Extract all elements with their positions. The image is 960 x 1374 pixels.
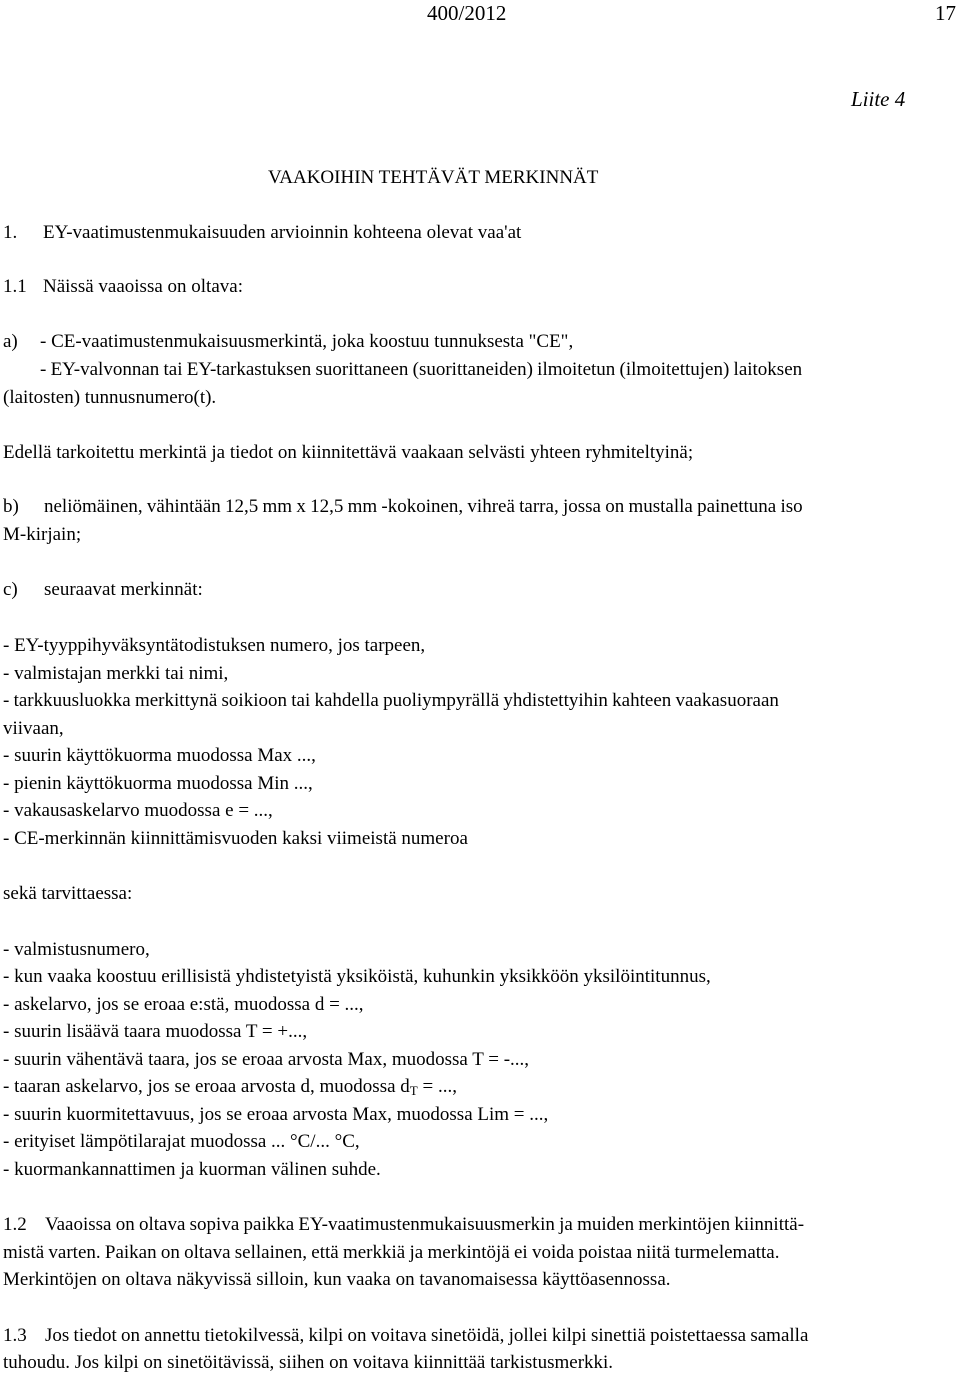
subsection-1-1 xyxy=(3,277,243,296)
list-item: - tarkkuusluokka merkittynä soikioon tai kahdella puoliympyrällä yhdistettyihin kahteen vaakasuoraan xyxy=(3,690,779,711)
subsection-1-2-line2: mistä varten. Paikan on oltava sellainen, että merkkiä ja merkintöjä ei voida poistaa niitä turmelematta. xyxy=(3,1242,780,1263)
subsection-1-2-line1: Vaaoissa on oltava sopiva paikka EY-vaatimustenmukaisuusmerkin ja muiden merkintöjen kiinnittä- xyxy=(45,1214,805,1235)
list-item: - erityiset lämpötilarajat muodossa ... °C/... °C, xyxy=(3,1131,360,1152)
list-item-text: - taaran askelarvo, jos se eroaa arvosta d, muodossa d xyxy=(3,1076,410,1097)
item-a-label: a) xyxy=(3,331,18,352)
list-item-text: = ..., xyxy=(417,1076,457,1097)
issue-number: 400/2012 xyxy=(427,1,507,25)
appendix-label: Liite 4 xyxy=(851,87,906,111)
subsection-text: Näissä vaaoissa on oltava: xyxy=(43,276,243,297)
list-item: - suurin käyttökuorma muodossa Max ..., xyxy=(3,745,316,766)
section-number: 1. xyxy=(3,222,18,243)
list-item: - suurin kuormitettavuus, jos se eroaa arvosta Max, muodossa Lim = ..., xyxy=(3,1104,549,1125)
seka-label: sekä tarvittaessa: xyxy=(3,883,133,904)
section-title: EY-vaatimustenmukaisuuden arvioinnin kohteena olevat vaa'at xyxy=(43,222,522,243)
list-item: - valmistajan merkki tai nimi, xyxy=(3,663,229,684)
list-item: - suurin lisäävä taara muodossa T = +..., xyxy=(3,1021,308,1042)
paragraph-edella: Edellä tarkoitettu merkintä ja tiedot on kiinnitettävä vaakaan selvästi yhteen ryhmiteltyinä; xyxy=(3,442,694,463)
item-c-text: seuraavat merkinnät: xyxy=(44,579,203,600)
item-b-line2: M-kirjain; xyxy=(3,524,82,545)
subsection-1-2-line3: Merkintöjen on oltava näkyvissä silloin, kun vaaka on tavanomaisessa käyttöasennossa. xyxy=(3,1269,671,1290)
list-item: - kuormankannattimen ja kuorman välinen suhde. xyxy=(3,1159,381,1180)
item-b-label: b) xyxy=(3,496,19,517)
subscript: T xyxy=(409,1083,418,1098)
subsection-1-3-number: 1.3 xyxy=(3,1325,27,1346)
subsection-1-3-line2: tuhoudu. Jos kilpi on sinetöitävissä, siihen on voitava kiinnittää tarkistusmerkki. xyxy=(3,1352,614,1373)
list-item: - CE-merkinnän kiinnittämisvuoden kaksi viimeistä numeroa xyxy=(3,828,468,849)
item-a-line1: - CE-vaatimustenmukaisuusmerkintä, joka koostuu tunnuksesta "CE", xyxy=(40,331,574,352)
list-item: - valmistusnumero, xyxy=(3,939,150,960)
item-b-line1: neliömäinen, vähintään 12,5 mm x 12,5 mm -kokoinen, vihreä tarra, jossa on mustalla painettuna iso xyxy=(44,496,803,517)
list-item: - pienin käyttökuorma muodossa Min ..., xyxy=(3,773,313,794)
list-item: viivaan, xyxy=(3,718,64,739)
section-1-heading xyxy=(3,223,521,242)
item-a-line2: - EY-valvonnan tai EY-tarkastuksen suorittaneen (suorittaneiden) ilmoitetun (ilmoitettujen) laitoksen xyxy=(40,359,803,380)
list-item: - EY-tyyppihyväksyntätodistuksen numero, jos tarpeen, xyxy=(3,635,426,656)
item-c-label: c) xyxy=(3,579,18,600)
subsection-1-2-number: 1.2 xyxy=(3,1214,27,1235)
list-item: - suurin vähentävä taara, jos se eroaa arvosta Max, muodossa T = -..., xyxy=(3,1049,530,1070)
subsection-1-3-line1: Jos tiedot on annettu tietokilvessä, kilpi on voitava sinetöidä, jollei kilpi sinettiä poistettaessa samalla xyxy=(45,1325,809,1346)
subsection-number: 1.1 xyxy=(3,276,27,297)
list-item: - kun vaaka koostuu erillisistä yhdistetyistä yksiköistä, kuhunkin yksikköön yksilöintitunnus, xyxy=(3,966,711,987)
page-number: 17 xyxy=(935,1,956,25)
list-item-dt xyxy=(3,1077,457,1097)
list-item: - vakausaskelarvo muodossa e = ..., xyxy=(3,800,273,821)
document-title: VAAKOIHIN TEHTÄVÄT MERKINNÄT xyxy=(268,167,599,188)
item-a-line3: (laitosten) tunnusnumero(t). xyxy=(3,387,217,408)
list-item: - askelarvo, jos se eroaa e:stä, muodossa d = ..., xyxy=(3,994,364,1015)
